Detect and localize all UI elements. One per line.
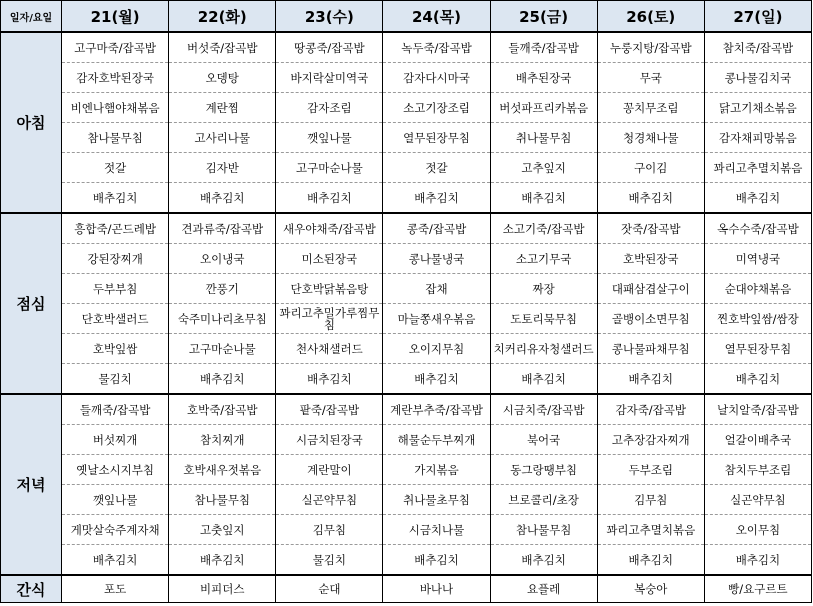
breakfast-menu-cell: 참나물무침: [62, 123, 169, 153]
breakfast-row: [1, 183, 812, 214]
dinner-menu-cell: 실곤약무침: [276, 485, 383, 515]
dinner-menu-cell: 호박새우젓볶음: [169, 455, 276, 485]
lunch-row: [1, 244, 812, 274]
lunch-menu-cell: 배추김치: [383, 364, 490, 395]
dinner-menu-cell: 해물순두부찌개: [383, 425, 490, 455]
lunch-row: [1, 364, 812, 395]
breakfast-menu-cell: 청경채나물: [597, 123, 704, 153]
lunch-menu-cell: 숙주미나리초무침: [169, 304, 276, 334]
breakfast-row: [1, 32, 812, 63]
dinner-row: [1, 485, 812, 515]
dinner-menu-cell: 계란부추죽/잡곡밥: [383, 394, 490, 425]
breakfast-menu-cell: 콩나물김치국: [704, 63, 811, 93]
menu-body: [1, 32, 812, 603]
breakfast-row: [1, 93, 812, 123]
meal-label-dinner: 저녁: [1, 394, 62, 575]
breakfast-menu-cell: 고구마죽/잡곡밥: [62, 32, 169, 63]
snack-cell: 복숭아: [597, 575, 704, 603]
lunch-menu-cell: 단호박샐러드: [62, 304, 169, 334]
breakfast-menu-cell: 구이김: [597, 153, 704, 183]
breakfast-menu-cell: 김자반: [169, 153, 276, 183]
lunch-row: [1, 304, 812, 334]
snack-cell: 비피더스: [169, 575, 276, 603]
breakfast-menu-cell: 젓갈: [62, 153, 169, 183]
dinner-row: [1, 545, 812, 576]
breakfast-menu-cell: 고추잎지: [490, 153, 597, 183]
breakfast-menu-cell: 참치죽/잡곡밥: [704, 32, 811, 63]
dinner-row: [1, 455, 812, 485]
dinner-menu-cell: 버섯찌개: [62, 425, 169, 455]
meal-label-lunch: 점심: [1, 213, 62, 394]
breakfast-menu-cell: 열무된장무침: [383, 123, 490, 153]
lunch-menu-cell: 꽈리고추밀가루찜무침: [276, 304, 383, 334]
lunch-menu-cell: 소고기죽/잡곡밥: [490, 213, 597, 244]
breakfast-row: [1, 123, 812, 153]
lunch-menu-cell: 배추김치: [597, 364, 704, 395]
dinner-menu-cell: 김무침: [597, 485, 704, 515]
breakfast-menu-cell: 배추된장국: [490, 63, 597, 93]
day-header: 21(월): [62, 1, 169, 33]
lunch-menu-cell: 배추김치: [276, 364, 383, 395]
lunch-menu-cell: 고구마순나물: [169, 334, 276, 364]
snack-cell: 빵/요구르트: [704, 575, 811, 603]
breakfast-row: [1, 63, 812, 93]
snack-cell: 순대: [276, 575, 383, 603]
lunch-menu-cell: 열무된장무침: [704, 334, 811, 364]
lunch-menu-cell: 단호박닭볶음탕: [276, 274, 383, 304]
dinner-menu-cell: 배추김치: [383, 545, 490, 576]
dinner-menu-cell: 취나물초무침: [383, 485, 490, 515]
lunch-menu-cell: 호박된장국: [597, 244, 704, 274]
breakfast-menu-cell: 소고기장조림: [383, 93, 490, 123]
lunch-menu-cell: 미역냉국: [704, 244, 811, 274]
breakfast-menu-cell: 고사리나물: [169, 123, 276, 153]
dinner-menu-cell: 시금치된장국: [276, 425, 383, 455]
dinner-row: [1, 394, 812, 425]
breakfast-menu-cell: 꽁치무조림: [597, 93, 704, 123]
lunch-menu-cell: 오이지무침: [383, 334, 490, 364]
lunch-menu-cell: 천사채샐러드: [276, 334, 383, 364]
breakfast-menu-cell: 배추김치: [704, 183, 811, 214]
lunch-menu-cell: 옥수수죽/잡곡밥: [704, 213, 811, 244]
breakfast-menu-cell: 버섯죽/잡곡밥: [169, 32, 276, 63]
meal-label-snack: 간식: [1, 575, 62, 603]
breakfast-menu-cell: 들깨죽/잡곡밥: [490, 32, 597, 63]
lunch-menu-cell: 콩나물파채무침: [597, 334, 704, 364]
lunch-menu-cell: 잣죽/잡곡밥: [597, 213, 704, 244]
lunch-menu-cell: 짜장: [490, 274, 597, 304]
lunch-row: [1, 213, 812, 244]
day-header: 23(수): [276, 1, 383, 33]
dinner-menu-cell: 오이무침: [704, 515, 811, 545]
lunch-menu-cell: 깐풍기: [169, 274, 276, 304]
breakfast-menu-cell: 배추김치: [62, 183, 169, 214]
lunch-menu-cell: 대패삼겹살구이: [597, 274, 704, 304]
dinner-row: [1, 515, 812, 545]
dinner-menu-cell: 고춧잎지: [169, 515, 276, 545]
breakfast-menu-cell: 감자채피망볶음: [704, 123, 811, 153]
breakfast-menu-cell: 배추김치: [169, 183, 276, 214]
dinner-menu-cell: 배추김치: [704, 545, 811, 576]
lunch-menu-cell: 오이냉국: [169, 244, 276, 274]
dinner-menu-cell: 팥죽/잡곡밥: [276, 394, 383, 425]
day-header: 27(일): [704, 1, 811, 33]
dinner-menu-cell: 김무침: [276, 515, 383, 545]
dinner-menu-cell: 고추장감자찌개: [597, 425, 704, 455]
lunch-row: [1, 274, 812, 304]
dinner-menu-cell: 옛날소시지부침: [62, 455, 169, 485]
dinner-menu-cell: 시금치나물: [383, 515, 490, 545]
lunch-row: [1, 334, 812, 364]
breakfast-menu-cell: 계란찜: [169, 93, 276, 123]
dinner-menu-cell: 참나물무침: [490, 515, 597, 545]
dinner-menu-cell: 배추김치: [490, 545, 597, 576]
dinner-menu-cell: 호박죽/잡곡밥: [169, 394, 276, 425]
snack-cell: 포도: [62, 575, 169, 603]
dinner-menu-cell: 계란말이: [276, 455, 383, 485]
dinner-menu-cell: 배추김치: [62, 545, 169, 576]
lunch-menu-cell: 도토리묵무침: [490, 304, 597, 334]
breakfast-menu-cell: 젓갈: [383, 153, 490, 183]
lunch-menu-cell: 물김치: [62, 364, 169, 395]
dinner-menu-cell: 가지볶음: [383, 455, 490, 485]
lunch-menu-cell: 두부부침: [62, 274, 169, 304]
dinner-menu-cell: 참치두부조림: [704, 455, 811, 485]
breakfast-menu-cell: 녹두죽/잡곡밥: [383, 32, 490, 63]
day-header: 24(목): [383, 1, 490, 33]
lunch-menu-cell: 견과류죽/잡곡밥: [169, 213, 276, 244]
dinner-menu-cell: 배추김치: [597, 545, 704, 576]
dinner-menu-cell: 참치찌개: [169, 425, 276, 455]
lunch-menu-cell: 콩나물냉국: [383, 244, 490, 274]
breakfast-menu-cell: 감자호박된장국: [62, 63, 169, 93]
lunch-menu-cell: 강된장찌개: [62, 244, 169, 274]
lunch-menu-cell: 마늘쫑새우볶음: [383, 304, 490, 334]
day-header: 25(금): [490, 1, 597, 33]
lunch-menu-cell: 콩죽/잡곡밥: [383, 213, 490, 244]
meal-label-breakfast: 아침: [1, 32, 62, 213]
day-header: 22(화): [169, 1, 276, 33]
breakfast-menu-cell: 감자조림: [276, 93, 383, 123]
breakfast-menu-cell: 깻잎나물: [276, 123, 383, 153]
breakfast-menu-cell: 배추김치: [383, 183, 490, 214]
lunch-menu-cell: 새우야채죽/잡곡밥: [276, 213, 383, 244]
lunch-menu-cell: 잡채: [383, 274, 490, 304]
dinner-menu-cell: 게맛살숙주계자채: [62, 515, 169, 545]
header-row: [1, 1, 812, 33]
lunch-menu-cell: 호박잎쌈: [62, 334, 169, 364]
breakfast-menu-cell: 땅콩죽/잡곡밥: [276, 32, 383, 63]
date-day-header: 일자/요일: [1, 1, 62, 33]
breakfast-menu-cell: 닭고기채소볶음: [704, 93, 811, 123]
dinner-menu-cell: 꽈리고추멸치볶음: [597, 515, 704, 545]
lunch-menu-cell: 순대야채볶음: [704, 274, 811, 304]
dinner-menu-cell: 얼갈이배추국: [704, 425, 811, 455]
dinner-menu-cell: 동그랑땡부침: [490, 455, 597, 485]
lunch-menu-cell: 미소된장국: [276, 244, 383, 274]
day-header: 26(토): [597, 1, 704, 33]
lunch-menu-cell: 배추김치: [169, 364, 276, 395]
breakfast-menu-cell: 무국: [597, 63, 704, 93]
lunch-menu-cell: 소고기무국: [490, 244, 597, 274]
breakfast-menu-cell: 감자다시마국: [383, 63, 490, 93]
lunch-menu-cell: 배추김치: [704, 364, 811, 395]
breakfast-menu-cell: 고구마순나물: [276, 153, 383, 183]
lunch-menu-cell: 골뱅이소면무침: [597, 304, 704, 334]
dinner-menu-cell: 날치알죽/잡곡밥: [704, 394, 811, 425]
dinner-menu-cell: 감자죽/잡곡밥: [597, 394, 704, 425]
dinner-menu-cell: 참나물무침: [169, 485, 276, 515]
dinner-menu-cell: 실곤약무침: [704, 485, 811, 515]
breakfast-menu-cell: 배추김치: [490, 183, 597, 214]
breakfast-menu-cell: 비엔나햄야채볶음: [62, 93, 169, 123]
dinner-menu-cell: 브로콜리/초장: [490, 485, 597, 515]
dinner-menu-cell: 깻잎나물: [62, 485, 169, 515]
dinner-menu-cell: 두부조림: [597, 455, 704, 485]
breakfast-menu-cell: 배추김치: [276, 183, 383, 214]
breakfast-menu-cell: 꽈리고추멸치볶음: [704, 153, 811, 183]
snack-cell: 바나나: [383, 575, 490, 603]
breakfast-menu-cell: 오뎅탕: [169, 63, 276, 93]
breakfast-menu-cell: 누룽지탕/잡곡밥: [597, 32, 704, 63]
snack-row: [1, 575, 812, 603]
dinner-menu-cell: 시금치죽/잡곡밥: [490, 394, 597, 425]
breakfast-row: [1, 153, 812, 183]
lunch-menu-cell: 흥합죽/곤드레밥: [62, 213, 169, 244]
snack-cell: 요플레: [490, 575, 597, 603]
dinner-menu-cell: 북어국: [490, 425, 597, 455]
lunch-menu-cell: 찐호박잎쌈/쌈장: [704, 304, 811, 334]
breakfast-menu-cell: 취나물무침: [490, 123, 597, 153]
breakfast-menu-cell: 배추김치: [597, 183, 704, 214]
lunch-menu-cell: 치커리유자청샐러드: [490, 334, 597, 364]
dinner-menu-cell: 물김치: [276, 545, 383, 576]
dinner-menu-cell: 배추김치: [169, 545, 276, 576]
breakfast-menu-cell: 바지락살미역국: [276, 63, 383, 93]
dinner-menu-cell: 들깨죽/잡곡밥: [62, 394, 169, 425]
lunch-menu-cell: 배추김치: [490, 364, 597, 395]
dinner-row: [1, 425, 812, 455]
breakfast-menu-cell: 버섯파프리카볶음: [490, 93, 597, 123]
